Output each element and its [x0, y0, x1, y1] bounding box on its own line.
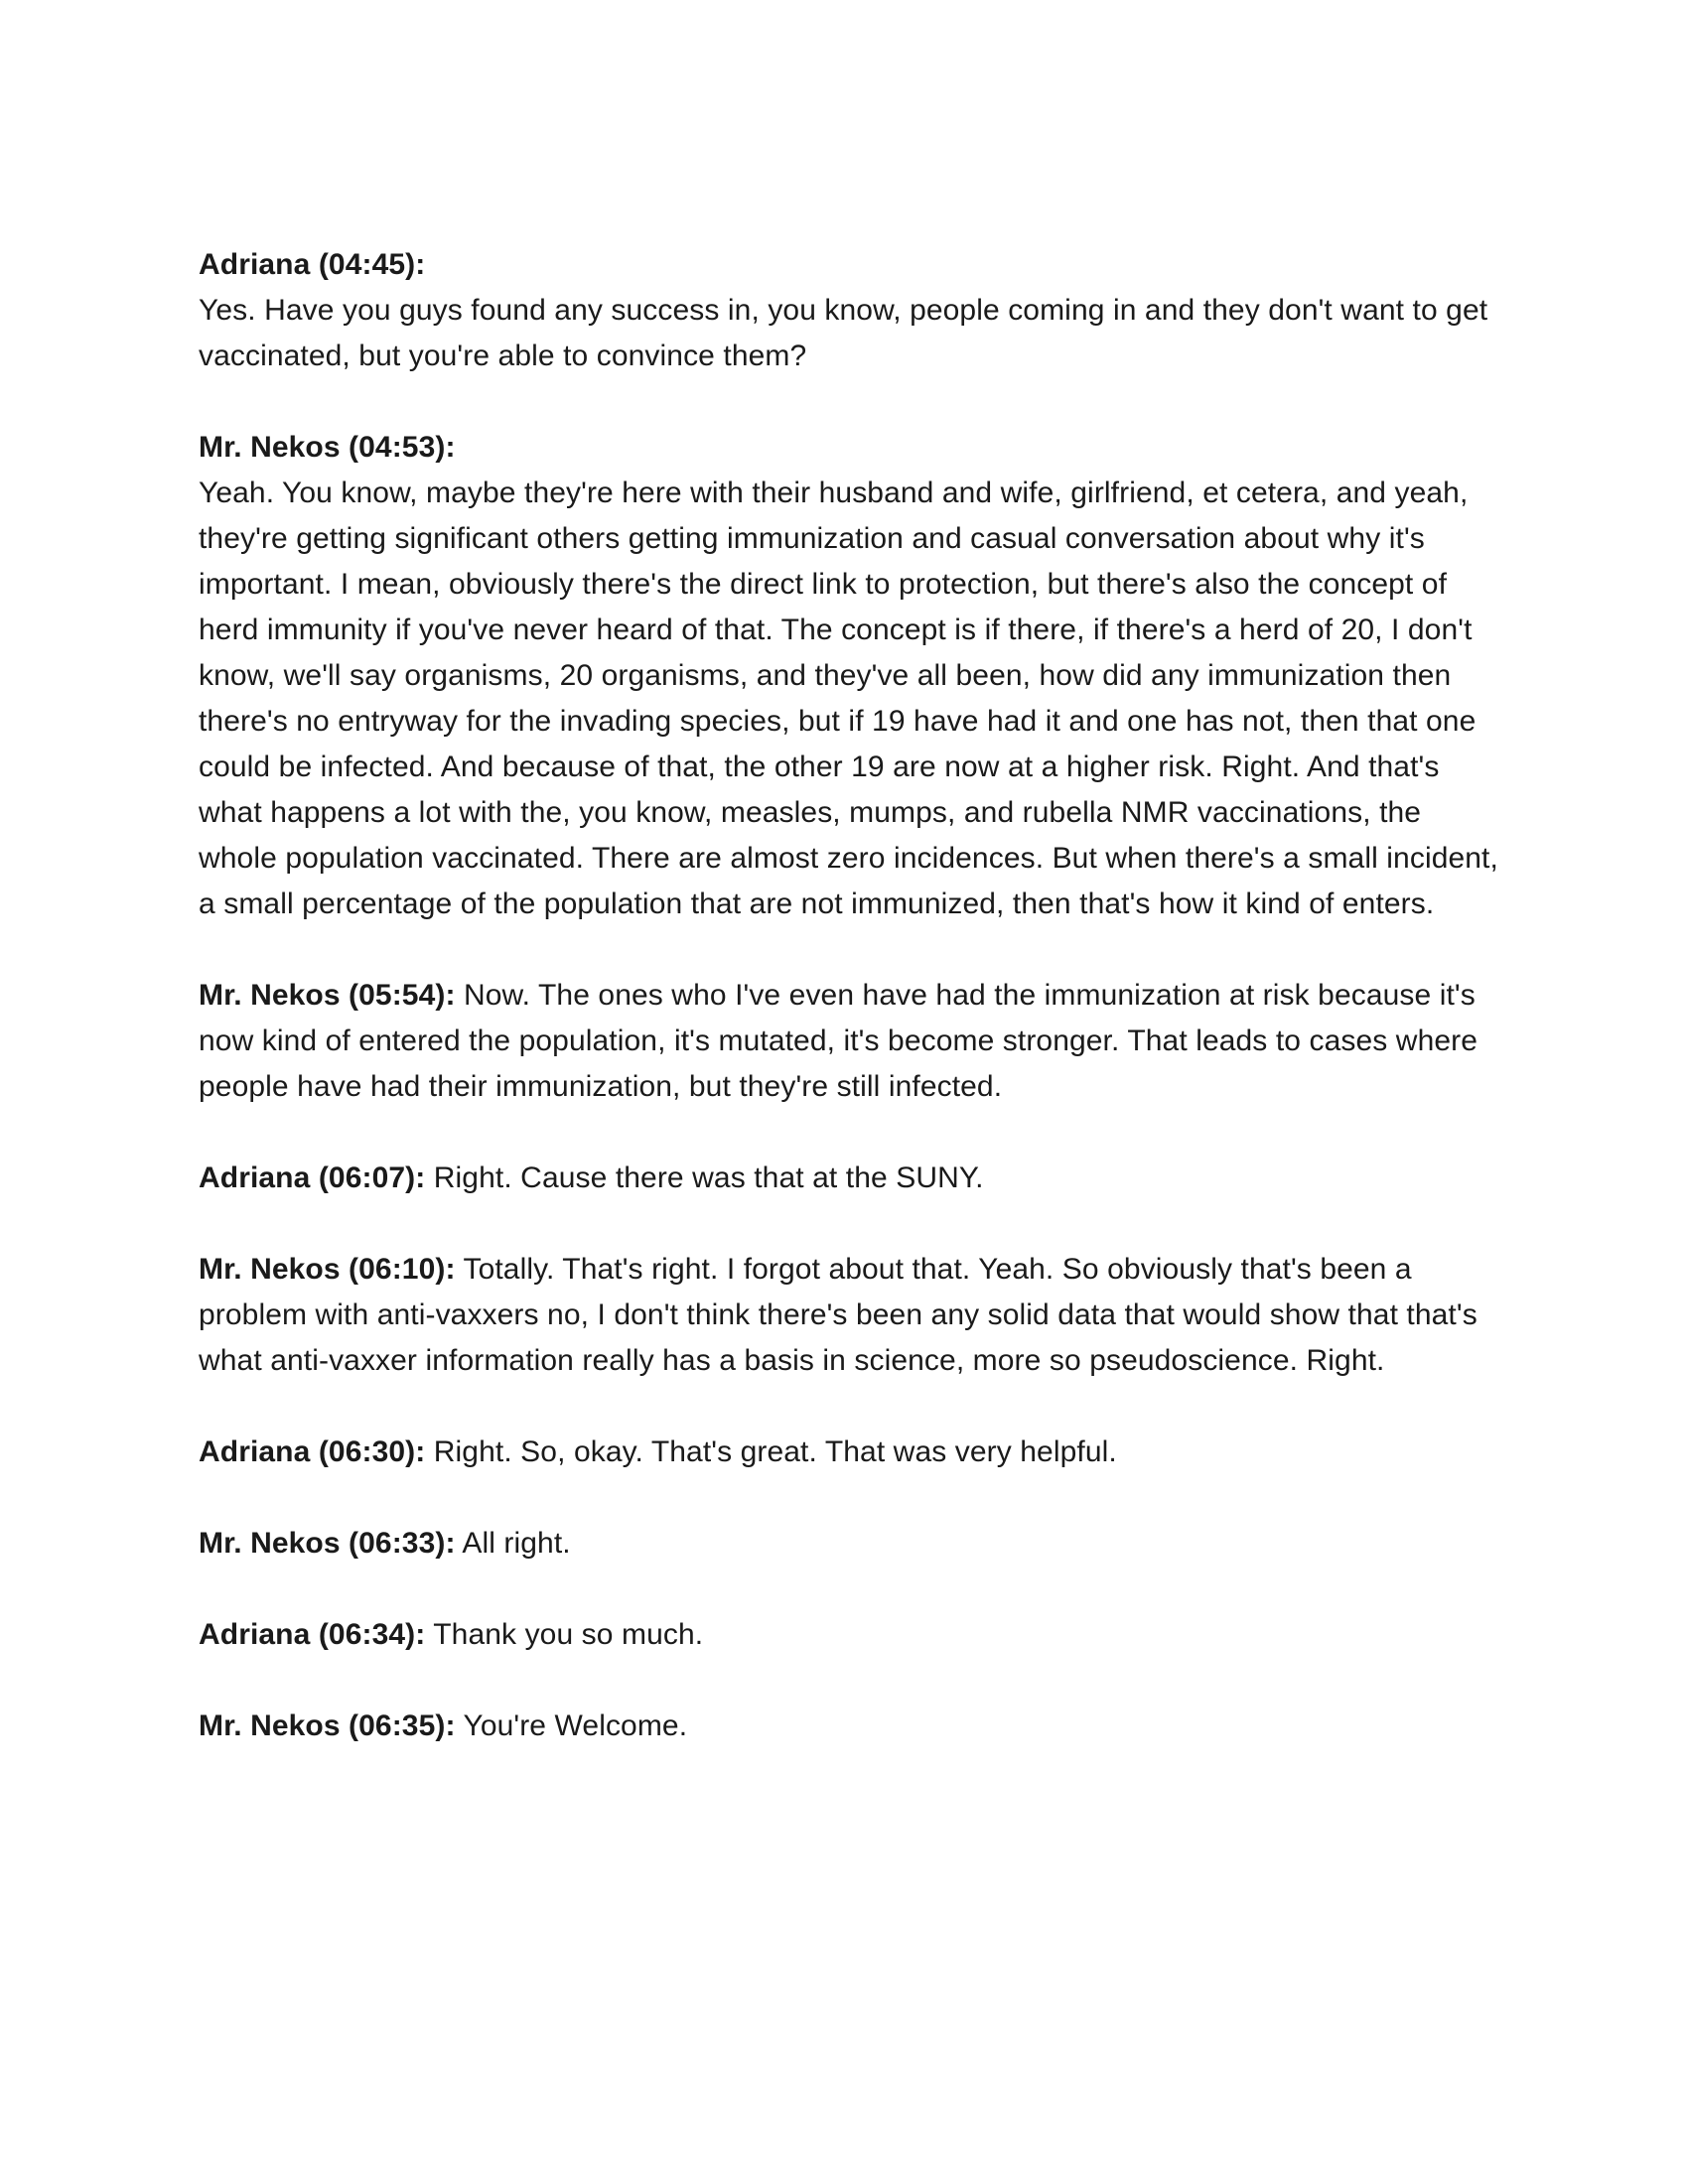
entry-text: Now. The ones who I've even have had the immunization at risk because it's now kind of entered the population, it's mutated, it's become stronger. That leads to cases where people have had their immunization, but they're still infected. [199, 979, 1478, 1103]
transcript-entry [199, 242, 1499, 379]
entry-text: Yeah. You know, maybe they're here with their husband and wife, girlfriend, et cetera, and yeah, they're getting significant others getting immunization and casual conversation about why it's important. I mean, obviously there's the direct link to protection, but there's also the concept of herd immunity if you've never heard of that. The concept is if there, if there's a herd of 20, I don't know, we'll say organisms, 20 organisms, and they've all been, how did any immunization then there's no entryway for the invading species, but if 19 have had it and one has not, then that one could be infected. And because of that, the other 19 are now at a higher risk. Right. And that's what happens a lot with the, you know, measles, mumps, and rubella NMR vaccinations, the whole population vaccinated. There are almost zero incidences. But when there's a small incident, a small percentage of the population that are not immunized, then that's how it kind of enters. [199, 477, 1498, 920]
transcript-entry [199, 1612, 1499, 1658]
entry-text: All right. [462, 1527, 571, 1560]
entry-text: Totally. That's right. I forgot about that. Yeah. So obviously that's been a problem with anti-vaxxers no, I don't think there's been any solid data that would show that that's what anti-vaxxer information really has a basis in science, more so pseudoscience. Right. [199, 1253, 1477, 1377]
speaker-label: Mr. Nekos (06:33): [199, 1527, 456, 1560]
entry-text: You're Welcome. [463, 1709, 688, 1742]
transcript-entry [199, 973, 1499, 1110]
speaker-label: Mr. Nekos (05:54): [199, 979, 456, 1012]
entry-text: Right. So, okay. That's great. That was very helpful. [433, 1435, 1117, 1468]
transcript-entry [199, 1704, 1499, 1749]
speaker-label: Adriana (06:34): [199, 1618, 426, 1651]
entry-text: Right. Cause there was that at the SUNY. [433, 1161, 984, 1194]
transcript-entry [199, 1521, 1499, 1567]
transcript-page [199, 242, 1499, 1795]
speaker-label: Adriana (06:30): [199, 1435, 426, 1468]
transcript-entry [199, 1430, 1499, 1475]
speaker-label: Mr. Nekos (04:53): [199, 431, 456, 464]
entry-text: Yes. Have you guys found any success in, you know, people coming in and they don't want to get vaccinated, but you're able to convince them? [199, 294, 1488, 372]
speaker-label: Adriana (06:07): [199, 1161, 426, 1194]
transcript-entry [199, 425, 1499, 927]
speaker-label: Mr. Nekos (06:10): [199, 1253, 456, 1286]
entry-text: Thank you so much. [433, 1618, 704, 1651]
transcript-entry [199, 1247, 1499, 1384]
transcript-entry [199, 1156, 1499, 1201]
speaker-label: Mr. Nekos (06:35): [199, 1709, 456, 1742]
speaker-label: Adriana (04:45): [199, 248, 426, 281]
